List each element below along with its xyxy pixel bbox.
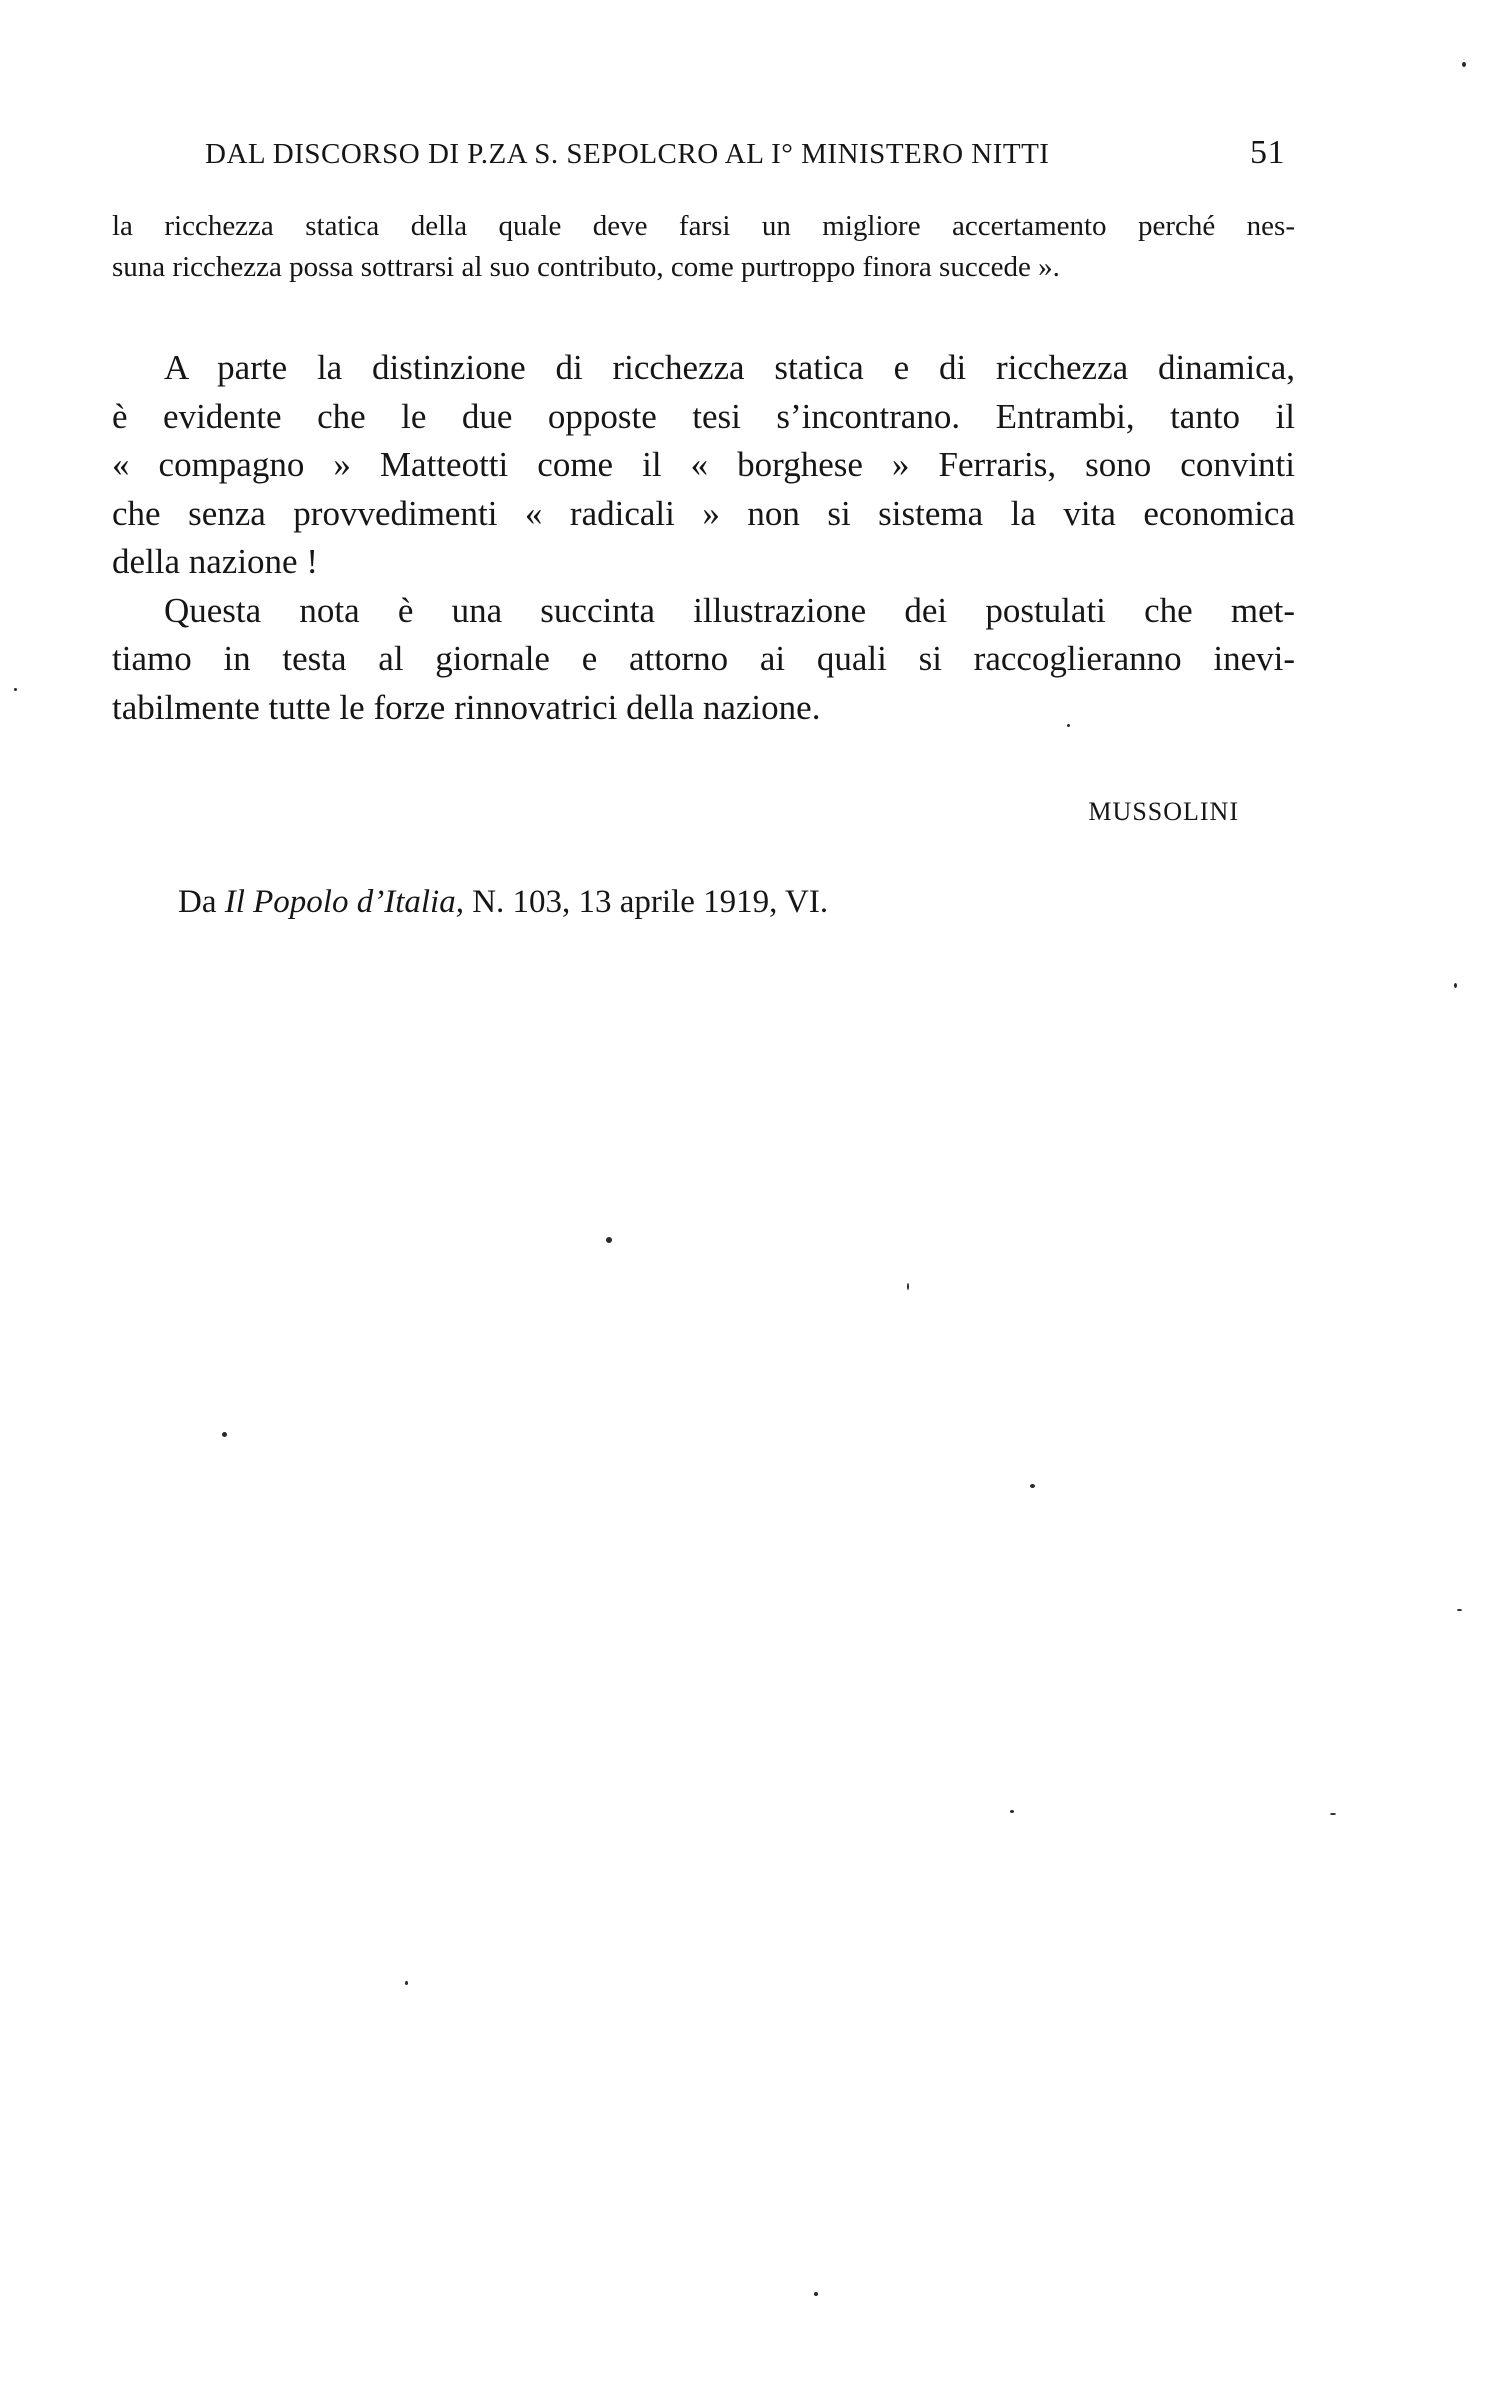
source-details: N. 103, 13 aprile 1919, VI. [463,884,829,920]
scan-speck [405,1981,408,1985]
scan-speck [1030,1484,1035,1488]
scan-speck [1010,1810,1014,1813]
paragraph-line: tiamo in testa al giornale e attorno ai quali si raccoglieranno inevi- [112,639,1295,678]
paragraph-line: è evidente che le due opposte tesi s’incontrano. Entrambi, tanto il [112,396,1295,436]
quote-line: suna ricchezza possa sottrarsi al suo contributo, come purtroppo finora succede ». [112,251,1060,283]
page-number: 51 [1250,134,1285,171]
scan-speck [606,1237,612,1243]
paragraph-line: Questa nota è una succinta illustrazione dei postulati che met- [164,590,1295,630]
paragraph-line: A parte la distinzione di ricchezza statica e di ricchezza dinamica, [164,348,1295,387]
paragraph-line: che senza provvedimenti « radicali » non si sistema la vita economica [112,493,1295,533]
paragraph-line: della nazione ! [112,542,319,581]
quote-line: la ricchezza statica della quale deve farsi un migliore accertamento perché nes- [112,210,1295,242]
running-head-title: DAL DISCORSO DI P.ZA S. SEPOLCRO AL I° MINISTERO NITTI [205,138,1050,170]
scan-speck [1454,983,1457,988]
scan-speck [1330,1813,1336,1815]
scan-speck [14,688,17,691]
quote-continuation [112,206,1295,288]
paragraph [112,587,1295,733]
scan-speck [1462,62,1466,67]
paragraph-line: tabilmente tutte le forze rinnovatrici della nazione. [112,687,821,727]
source-prefix: Da [178,884,225,920]
running-head [205,134,1285,178]
scan-speck [1457,1609,1462,1611]
scan-speck [222,1432,227,1437]
source-citation [178,884,828,921]
scan-speck [814,2292,818,2296]
body-text [112,344,1295,732]
signature: MUSSOLINI [1088,797,1239,826]
paragraph-line: « compagno » Matteotti come il « borghese » Ferraris, sono convinti [112,445,1295,484]
source-publication: Il Popolo d’Italia, [224,884,464,920]
scan-speck [907,1283,909,1290]
scan-speck [1067,724,1070,727]
paragraph [112,344,1295,587]
